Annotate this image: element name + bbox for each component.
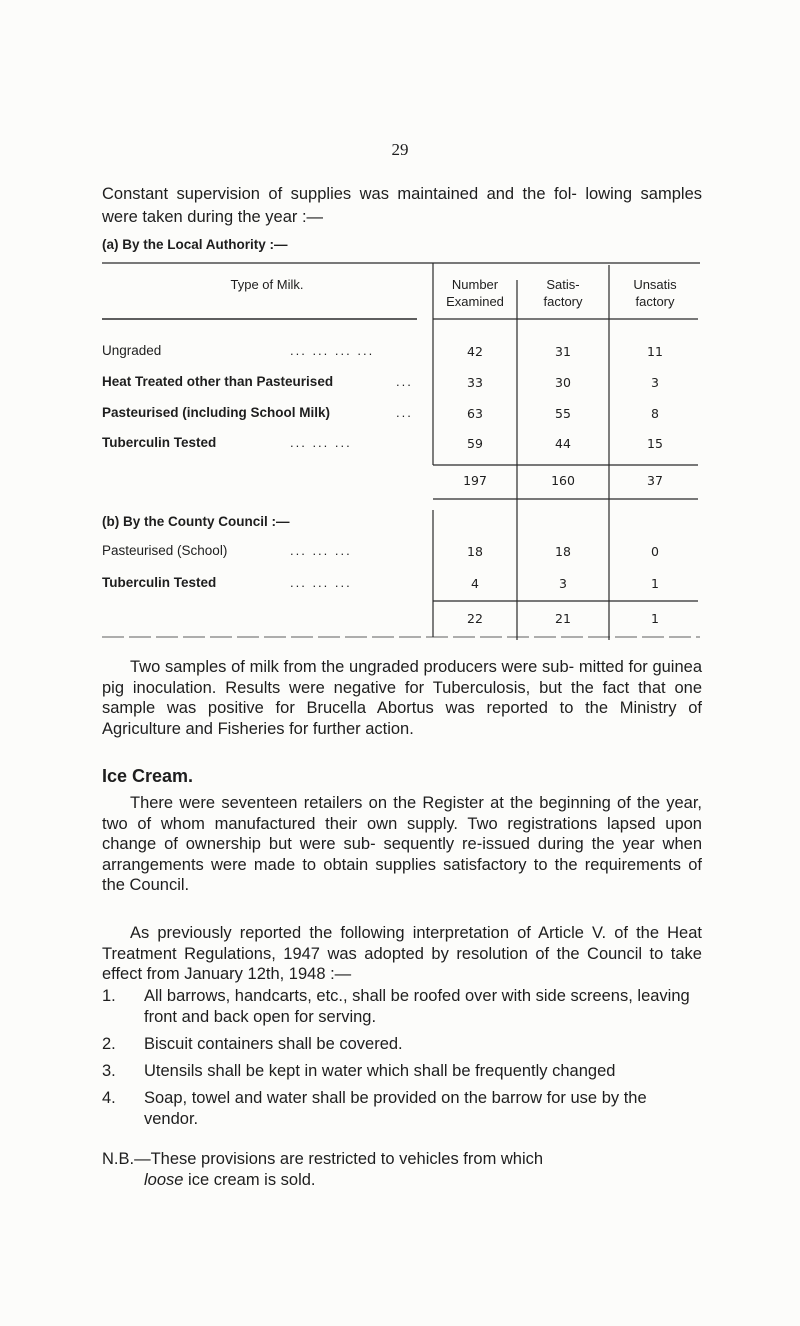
total-satisfactory-county: 21 — [555, 611, 571, 626]
cell-unsatisfactory: 1 — [651, 576, 659, 591]
cell-satisfactory: 3 — [559, 576, 567, 591]
row-label: Pasteurised (School) — [102, 543, 228, 558]
total-satisfactory-local: 160 — [551, 473, 575, 488]
row-label: Heat Treated other than Pasteurised — [102, 374, 334, 389]
page-number: 29 — [391, 140, 409, 159]
table-grid-lines — [0, 0, 800, 660]
leader-dots: ... — [396, 405, 413, 420]
leader-dots: ... ... ... ... — [290, 343, 375, 358]
nb-text-2: ice cream is sold. — [188, 1171, 316, 1189]
header-satis-line2: factory — [543, 294, 583, 309]
list-item — [102, 1088, 702, 1130]
header-unsatisfactory — [609, 276, 701, 310]
row-label: Tuberculin Tested — [102, 435, 217, 450]
header-type-of-milk: Type of Milk. — [230, 277, 304, 292]
list-number: 1. — [102, 987, 116, 1005]
cell-unsatisfactory: 0 — [651, 544, 659, 559]
header-satisfactory — [517, 276, 609, 310]
section-b-heading: (b) By the County Council :— — [102, 514, 290, 529]
list-number: 4. — [102, 1089, 116, 1107]
list-item — [102, 986, 702, 1028]
provisions-list — [102, 986, 702, 1136]
header-unsatis-line1: Unsatis — [633, 277, 677, 292]
total-number-county: 22 — [467, 611, 483, 626]
cell-number: 4 — [471, 576, 479, 591]
list-text: Soap, towel and water shall be provided on the barrow for use by the vendor. — [144, 1089, 647, 1128]
cell-number: 42 — [467, 344, 483, 359]
cell-satisfactory: 18 — [555, 544, 571, 559]
row-label: Tuberculin Tested — [102, 575, 217, 590]
cell-satisfactory: 30 — [555, 375, 571, 390]
nb-continuation — [102, 1170, 702, 1191]
cell-unsatisfactory: 8 — [651, 406, 659, 421]
cell-satisfactory: 55 — [555, 406, 571, 421]
leader-dots: ... ... ... — [290, 435, 352, 450]
list-number: 2. — [102, 1035, 116, 1053]
header-number-line1: Number — [451, 277, 499, 292]
total-unsatisfactory-county: 1 — [651, 611, 659, 626]
intro-paragraph: Constant supervision of supplies was maintained and the fol- lowing samples were taken during the year :— — [102, 185, 702, 226]
cell-number: 63 — [467, 406, 483, 421]
cell-unsatisfactory: 3 — [651, 375, 659, 390]
list-number: 3. — [102, 1062, 116, 1080]
cell-number: 33 — [467, 375, 483, 390]
leader-dots: ... ... ... — [290, 575, 352, 590]
nb-note — [102, 1149, 702, 1191]
cell-number: 18 — [467, 544, 483, 559]
nb-prefix: N.B.— — [102, 1150, 151, 1168]
list-text: Utensils shall be kept in water which shall be frequently changed — [144, 1062, 616, 1080]
cell-unsatisfactory: 15 — [647, 436, 663, 451]
list-text: All barrows, handcarts, etc., shall be roofed over with side screens, leaving front and back open for serving. — [144, 987, 690, 1026]
header-satis-line1: Satis- — [546, 277, 580, 292]
list-text: Biscuit containers shall be covered. — [144, 1035, 403, 1053]
ice-cream-heading: Ice Cream. — [102, 766, 194, 786]
header-unsatis-line2: factory — [635, 294, 675, 309]
row-label: Ungraded — [102, 343, 162, 358]
ice-cream-paragraph-2: As previously reported the following interpretation of Article V. of the Heat Treatment Regulations, 1947 was adopted by resolution of the Council to take effect from January 12th, 1948 :— — [102, 924, 702, 984]
cell-satisfactory: 31 — [555, 344, 571, 359]
cell-unsatisfactory: 11 — [647, 344, 663, 359]
total-number-local: 197 — [463, 473, 487, 488]
milk-paragraph: Two samples of milk from the ungraded producers were sub- mitted for guinea pig inoculation. Results were negative for Tuberculosis, but the fact that one sample was positive for Brucella Abortus was reported to the Ministry of Agriculture and Fisheries for further action. — [102, 658, 702, 738]
nb-loose-emphasis: loose — [144, 1171, 184, 1189]
leader-dots: ... ... ... — [290, 543, 352, 558]
list-item — [102, 1034, 702, 1055]
section-a-heading: (a) By the Local Authority :— — [102, 237, 288, 252]
ice-cream-paragraph-1: There were seventeen retailers on the Register at the beginning of the year, two of whom manufactured their own supply. Two registrations lapsed upon change of ownership but were sub- sequently re-issued during the year when arrangements were made to obtain supplies satisfactory to the requirements of the Council. — [102, 794, 702, 895]
cell-number: 59 — [467, 436, 483, 451]
nb-text-1: These provisions are restricted to vehicles from which — [150, 1150, 544, 1168]
total-unsatisfactory-local: 37 — [647, 473, 663, 488]
leader-dots: ... — [396, 374, 413, 389]
header-number-line2: Examined — [446, 294, 504, 309]
header-number-examined — [433, 276, 517, 310]
row-label: Pasteurised (including School Milk) — [102, 405, 331, 420]
list-item — [102, 1061, 702, 1082]
cell-satisfactory: 44 — [555, 436, 571, 451]
